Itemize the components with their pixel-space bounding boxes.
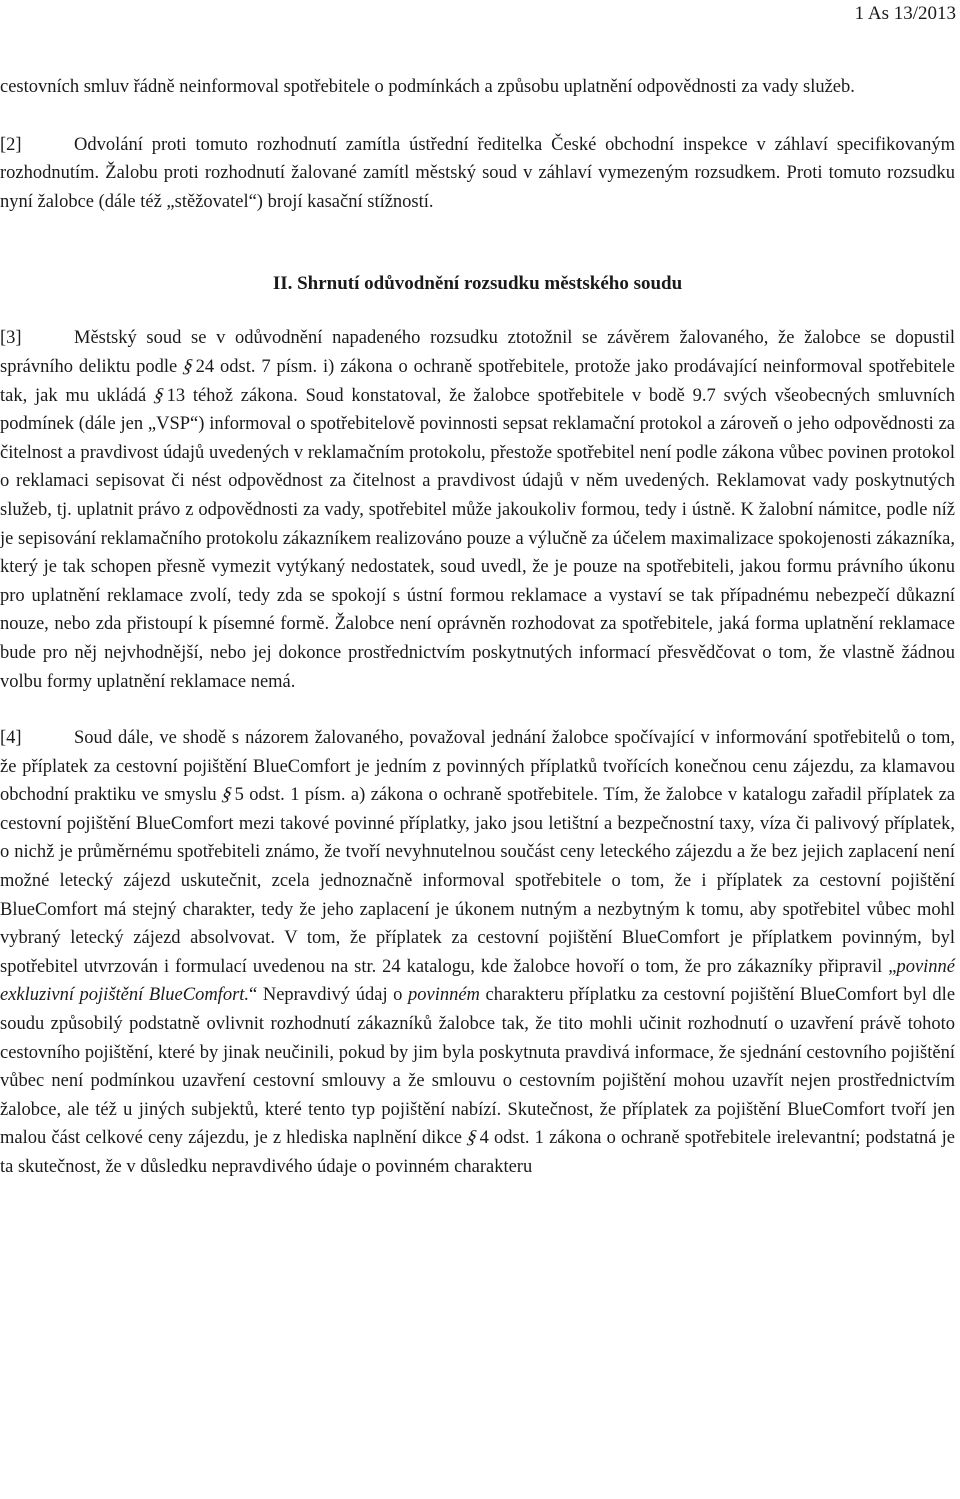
case-number-header: 1 As 13/2013	[854, 3, 956, 24]
paragraph-text-part: charakteru příplatku za cestovní pojištění BlueComfort byl dle soudu způsobilý podstatně ovlivnit rozhodnutí zákazníků žalobce tak, že tito mohli učinit rozhodnutí o uzavření právě tohoto cestovního pojištění, které by jinak neučinili, pokud by jim byla poskytnuta pravdivá informace, že sjednání cestovního pojištění vůbec není podmínkou uzavření cestovní smlouvy a že smlouvu o cestovním pojištění mohou uzavřít nejen prostřednictvím žalobce, ale též u jiných subjektů, které tento typ pojištění nabízí. Skutečnost, že příplatek za pojištění BlueComfort tvoří jen malou část celkové ceny zájezdu, je z hlediska naplnění dikce	[0, 985, 956, 1149]
paragraph-text-part: Soud dále, ve shodě s názorem žalovaného, považoval jednání žalobce spočívající v informování spotřebitelů o tom, že příplatek za cestovní pojištění BlueComfort je jedním z povinných příplatků tvořících konečnou cenu zájezdu, za klamavou obchodní praktiku ve smyslu	[0, 728, 955, 806]
section-symbol: §	[150, 384, 168, 406]
quote-open: „	[888, 956, 897, 977]
paragraph-number: [3]	[0, 328, 22, 349]
paragraph-text-part: 24 odst. 7 písm. i) zákona o ochraně spotřebitele, protože jako prodávající neinformoval spotřebitele tak, jak mu ukládá	[0, 356, 955, 406]
paragraph-text-part: 13 téhož zákona. Soud konstatoval, že žalobce spotřebitele v bodě 9.7 svých všeobecných smluvních podmínek (dále jen „VSP“) informoval o spotřebitelově povinnosti sepsat reklamační protokol a zároveň o jeho odpovědnosti za čitelnost a pravdivost údajů uvedených v reklamačním protokolu, přestože spotřebitel není podle zákona vůbec povinen protokol o reklamaci sepisovat či nést odpovědnost za čitelnost a pravdivost údajů v něm uvedených. Reklamovat vady poskytnutých služeb, tj. uplatnit právo z odpovědnosti za vady, spotřebitel může jakoukoliv formou, tedy i ústně. K žalobní námitce, podle níž je sepisování reklamačního protokolu zákazníkem realizováno pouze a výlučně za účelem maximalizace spokojenosti zákazníka, který je tak schopen přesně vymezit vytýkaný nedostatek, soud uvedl, že je pouze na spotřebiteli, jakou formu právního úkonu pro uplatnění reklamace zvolí, tedy zda se spokojí s ústní formou reklamace a vystaví se tak případnému nebezpečí důkazní nouze, nebo zda přistoupí k písemné formě. Žalobce není oprávněn rozhodovat za spotřebitele, jaká forma uplatnění reklamace bude pro něj nejvhodnější, nebo jej dokonce prostřednictvím poskytnutých informací přesvědčovat o tom, že vlastně žádnou volbu formy uplatnění reklamace nemá.	[0, 385, 956, 692]
paragraph-text: Odvolání proti tomuto rozhodnutí zamítla ústřední ředitelka České obchodní inspekce v záhlaví specifikovaným rozhodnutím. Žalobu proti rozhodnutí žalované zamítl městský soud v záhlaví vymezeným rozsudkem. Proti tomuto rozsudku nyní žalobce (dále též „stěžovatel“) brojí kasační stížností.	[0, 134, 955, 212]
italic-word: povinném	[408, 985, 480, 1006]
document-body	[0, 73, 955, 1182]
paragraph-2	[0, 131, 955, 217]
paragraph-text-part: Městský soud se v odůvodnění napadeného rozsudku ztotožnil se závěrem žalovaného, že žalobce se dopustil správního deliktu podle	[0, 328, 955, 377]
continuation-text: cestovních smluv řádně neinformoval spotřebitele o podmínkách a způsobu uplatnění odpovědnosti za vady služeb.	[0, 77, 855, 97]
paragraph-number: [2]	[0, 134, 22, 155]
section-symbol: §	[463, 1127, 481, 1149]
paragraph-3	[0, 324, 955, 696]
continuation-paragraph	[0, 73, 955, 102]
section-symbol: §	[218, 784, 236, 806]
paragraph-4	[0, 724, 955, 1182]
paragraph-number: [4]	[0, 728, 22, 749]
section-symbol: §	[179, 355, 197, 377]
paragraph-text-part: “ Nepravdivý údaj o	[249, 985, 403, 1006]
paragraph-text-part: 4 odst. 1 zákona o ochraně spotřebitele irelevantní; podstatná je ta skutečnost, že v důsledku nepravdivého údaje o povinném charakteru	[0, 1128, 956, 1177]
paragraph-text-part: 5 odst. 1 písm. a) zákona o ochraně spotřebitele. Tím, že žalobce v katalogu zařadil příplatek za cestovní pojištění BlueComfort mezi takové povinné příplatky, jako jsou letištní a bezpečnostní taxy, víza či palivový příplatek, o nichž je průměrnému spotřebiteli známo, že tvoří nevyhnutelnou součást ceny leteckého zájezdu a že bez jejich zaplacení není možné letecký zájezd uskutečnit, zcela jednoznačně informoval spotřebitele o tom, že i příplatek za cestovní pojištění BlueComfort má stejný charakter, tedy že jeho zaplacení je úkonem nutným a nezbytným k tomu, aby spotřebitel vůbec mohl vybraný letecký zájezd absolvovat. V tom, že příplatek za cestovní pojištění BlueComfort je příplatkem povinným, byl spotřebitel utvrzován i formulací uvedenou na str. 24 katalogu, kde žalobce hovoří o tom, že pro zákazníky připravil	[0, 785, 956, 977]
section-heading: II. Shrnutí odůvodnění rozsudku městského soudu	[272, 273, 683, 295]
italic-quote: povinné exkluzivní pojištění BlueComfort.	[0, 956, 955, 1006]
